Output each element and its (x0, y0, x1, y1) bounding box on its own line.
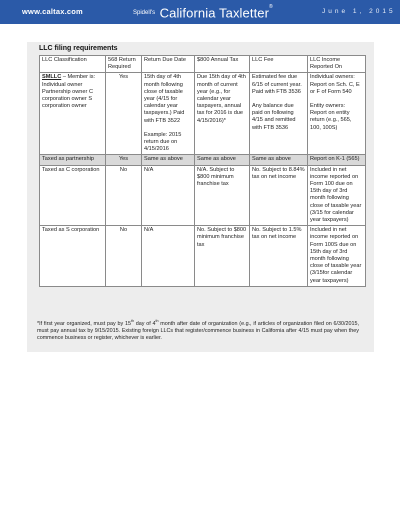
brand-name: California Taxletter (159, 5, 270, 21)
brand-prefix: Spidell's (133, 9, 156, 16)
cell-income-reported: Report on K-1 (565) (308, 155, 366, 165)
cell-annual-tax: N/A. Subject to $800 minimum franchise tax (195, 165, 250, 226)
col-header-due-date: Return Due Date (142, 56, 195, 73)
page-header (0, 0, 400, 24)
cell-return-required: Yes (106, 73, 142, 155)
llc-filing-panel (27, 42, 374, 352)
issue-date: June 1, 2015 (322, 8, 396, 15)
footnote-sup-1: th (130, 319, 134, 324)
fee-estimated: Estimated fee due 6/15 of current year. Paid with FTB 3536 (252, 74, 302, 95)
cell-income-reported: Included in net income reported on Form 100 due on 15th day of 3rd month following close of taxable year (3/15 for calendar year taxpayers) (308, 165, 366, 226)
table-row-s-corporation (40, 226, 366, 287)
cell-classification (40, 73, 106, 155)
cell-income-reported: Included in net income reported on Form 100S due on 15th day of 3rd month following close of taxable year (3/15for calendar year taxpayers) (308, 226, 366, 287)
due-date-example: Example: 2015 return due on 4/15/2016 (144, 131, 182, 153)
table-row-c-corporation (40, 165, 366, 226)
income-individual: Individual owners: Report on Sch. C, E or F of Form 540 (310, 74, 360, 95)
cell-llc-fee: Same as above (250, 155, 308, 165)
footnote-text-3: month after date of organization (e.g., if articles of organization filed on 6/30/2015, must pay annual tax by 9/15/2015. Existing foreign LLCs that register/commence business in California after 4/15 must pay when they commence business or register, whichever is earlier. (37, 321, 360, 342)
cell-due-date: Same as above (142, 155, 195, 165)
cell-annual-tax: Due 15th day of 4th month of current year (e.g., for calendar year taxpayers, annual tax for 2016 is due 4/15/2016)* (195, 73, 250, 155)
due-date-text: 15th day of 4th month following close of taxable year (4/15 for calendar year taxpayers.) Paid with FTB 3522 (144, 74, 185, 124)
col-header-568-return: 568 Return Required (106, 56, 142, 73)
footnote (37, 321, 359, 343)
cell-classification: Taxed as partnership (40, 155, 106, 165)
cell-return-required: No (106, 165, 142, 226)
llc-filing-table (39, 55, 366, 287)
table-header-row (40, 56, 366, 73)
cell-llc-fee: No. Subject to 1.5% tax on net income (250, 226, 308, 287)
cell-annual-tax: No. Subject to $800 minimum franchise tax (195, 226, 250, 287)
table-row-smllc (40, 73, 366, 155)
masthead (133, 4, 273, 22)
cell-annual-tax: Same as above (195, 155, 250, 165)
cell-return-required: Yes (106, 155, 142, 165)
col-header-income-reported: LLC Income Reported On (308, 56, 366, 73)
trademark-mark: ® (269, 4, 273, 10)
cell-income-reported (308, 73, 366, 155)
cell-classification: Taxed as S corporation (40, 226, 106, 287)
cell-due-date: N/A (142, 226, 195, 287)
footnote-text-1: *If first year organized, must pay by 15 (37, 321, 131, 327)
footnote-sup-2: th (155, 319, 159, 324)
col-header-llc-fee: LLC Fee (250, 56, 308, 73)
col-header-annual-tax: $800 Annual Tax (195, 56, 250, 73)
smllc-members: – Member is: Individual owner Partnership owner C corporation owner S corporation owner (42, 74, 96, 110)
cell-classification: Taxed as C corporation (40, 165, 106, 226)
cell-due-date: N/A (142, 165, 195, 226)
income-entity: Entity owners: Report on entity return (e.g., 565, 100, 100S) (310, 103, 352, 131)
cell-due-date (142, 73, 195, 155)
cell-llc-fee (250, 73, 308, 155)
smllc-label: SMLLC (42, 74, 62, 81)
site-url[interactable]: www.caltax.com (22, 7, 83, 16)
footnote-text-2: day of 4 (133, 321, 156, 327)
cell-llc-fee: No. Subject to 8.84% tax on net income (250, 165, 308, 226)
section-title: LLC filing requirements (39, 45, 118, 52)
cell-return-required: No (106, 226, 142, 287)
col-header-classification: LLC Classification (40, 56, 106, 73)
table-row-partnership (40, 155, 366, 165)
fee-balance: Any balance due paid on following 4/15 and remitted with FTB 3536 (252, 103, 296, 131)
